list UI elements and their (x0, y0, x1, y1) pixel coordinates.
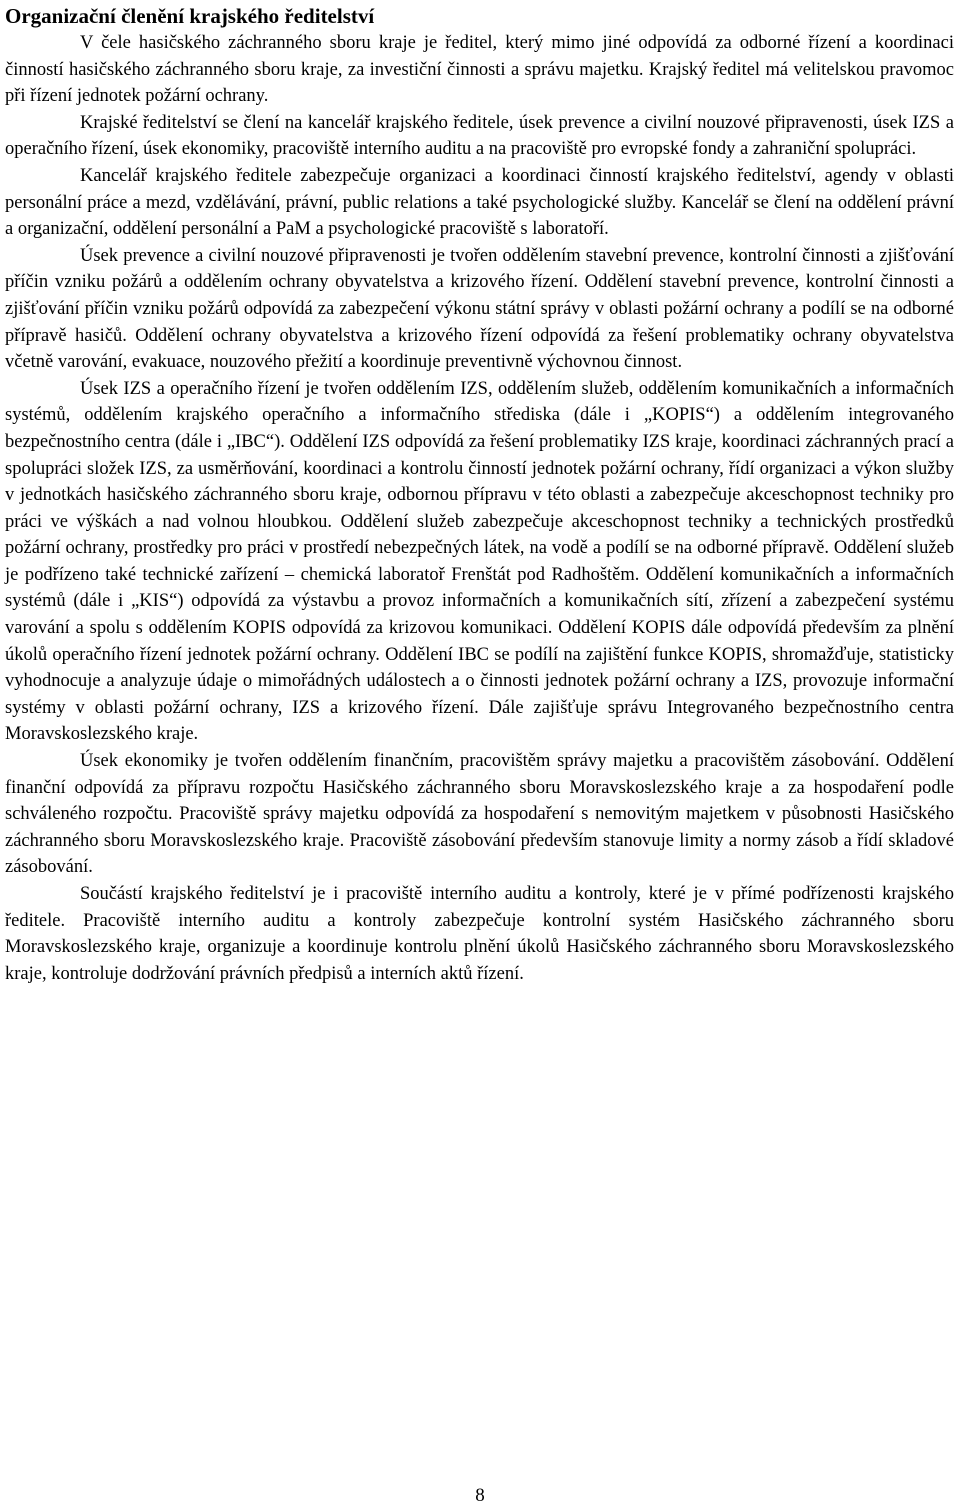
paragraph-audit: Součástí krajského ředitelství je i pracoviště interního auditu a kontroly, které je v přímé podřízenosti krajského ředitele. Pracoviště interního auditu a kontroly zabezpečuje kontrolní systém Hasičského záchranného sboru Moravskoslezského kraje, organizuje a koordinuje kontrolu plnění úkolů Hasičského záchranného sboru Moravskoslezského kraje, kontroluje dodržování právních předpisů a interních aktů řízení. (5, 884, 954, 984)
paragraph-director: V čele hasičského záchranného sboru kraje je ředitel, který mimo jiné odpovídá za odborné řízení a koordinaci činností hasičského záchranného sboru kraje, za investiční činnosti a správu majetku. Krajský ředitel má velitelskou pravomoc při řízení jednotek požární ochrany. (5, 33, 954, 107)
paragraph-prevention: Úsek prevence a civilní nouzové připravenosti je tvořen oddělením stavební prevence, kontrolní činnosti a zjišťování příčin vzniku požárů a oddělením ochrany obyvatelstva a krizového řízení. Oddělení stavební prevence, kontrolní činnosti a zjišťování příčin vzniku požárů odpovídá za zabezpečení výkonu státní správy v oblasti požární ochrany a podílí se na odborné přípravě hasičů. Oddělení ochrany obyvatelstva a krizového řízení odpovídá za řešení problematiky ochrany obyvatelstva včetně varování, evakuace, nouzového přežití a koordinuje preventivně výchovnou činnost. (5, 245, 954, 373)
document-page (5, 0, 954, 987)
page-number: 8 (475, 1485, 485, 1506)
paragraph-izs: Úsek IZS a operačního řízení je tvořen oddělením IZS, oddělením služeb, oddělením komunikačních a informačních systémů, oddělením krajského operačního a informačního střediska (dále i „KOPIS“) a oddělením integrovaného bezpečnostního centra (dále i „IBC“). Oddělení IZS odpovídá za řešení problematiky IZS kraje, koordinaci záchranných prací a spolupráci složek IZS, za usměrňování, koordinaci a kontrolu činností jednotek požární ochrany, řídí organizaci a výkon služby v jednotkách hasičského záchranného sboru kraje, odbornou přípravu v této oblasti a zabezpečuje akceschopnost techniky pro práci ve výškách a nad volnou hloubkou. Oddělení služeb zabezpečuje akceschopnost techniky a technických prostředků požární ochrany, prostředky pro práci v prostředí nebezpečných látek, na vodě a podílí se na odborné přípravě. Oddělení služeb je podřízeno také technické zařízení – chemická laboratoř Frenštát pod Radhoštěm. Oddělení komunikačních a informačních systémů (dále i „KIS“) odpovídá za výstavbu a provoz informačních a komunikačních sítí, zřízení a zabezpečení systému varování a spolu s oddělením KOPIS odpovídá za krizovou komunikaci. Oddělení KOPIS dále odpovídá především za plnění úkolů operačního řízení jednotek požární ochrany. Oddělení IBC se podílí na zajištění funkce KOPIS, shromažďuje, statisticky vyhodnocuje a analyzuje údaje o mimořádných událostech a o činnosti jednotek požární ochrany a IZS, provozuje informační systémy v oblasti požární ochrany, IZS a krizového řízení. Dále zajišťuje správu Integrovaného bezpečnostního centra Moravskoslezského kraje. (5, 378, 954, 745)
section-heading: Organizační členění krajského ředitelství (5, 4, 375, 28)
paragraph-economics: Úsek ekonomiky je tvořen oddělením finančním, pracovištěm správy majetku a pracovištěm zásobování. Oddělení finanční odpovídá za přípravu rozpočtu Hasičského záchranného sboru Moravskoslezského kraje a za hospodaření podle schváleného rozpočtu. Pracoviště správy majetku odpovídá za hospodaření s nemovitým majetkem v působnosti Hasičského záchranného sboru Moravskoslezského kraje. Pracoviště zásobování především stanovuje limity a normy zásob a řídí skladové zásobování. (5, 751, 954, 878)
paragraph-office: Kancelář krajského ředitele zabezpečuje organizaci a koordinaci činností krajského ředitelství, agendy v oblasti personální práce a mezd, vzdělávání, právní, public relations a také psychologické služby. Kancelář se člení na oddělení právní a organizační, oddělení personální a PaM a psychologické pracoviště s laboratoří. (5, 165, 954, 240)
paragraph-structure: Krajské ředitelství se člení na kancelář krajského ředitele, úsek prevence a civilní nouzové připravenosti, úsek IZS a operačního řízení, úsek ekonomiky, pracoviště interního auditu a na pracoviště pro evropské fondy a zahraniční spolupráci. (5, 112, 954, 160)
